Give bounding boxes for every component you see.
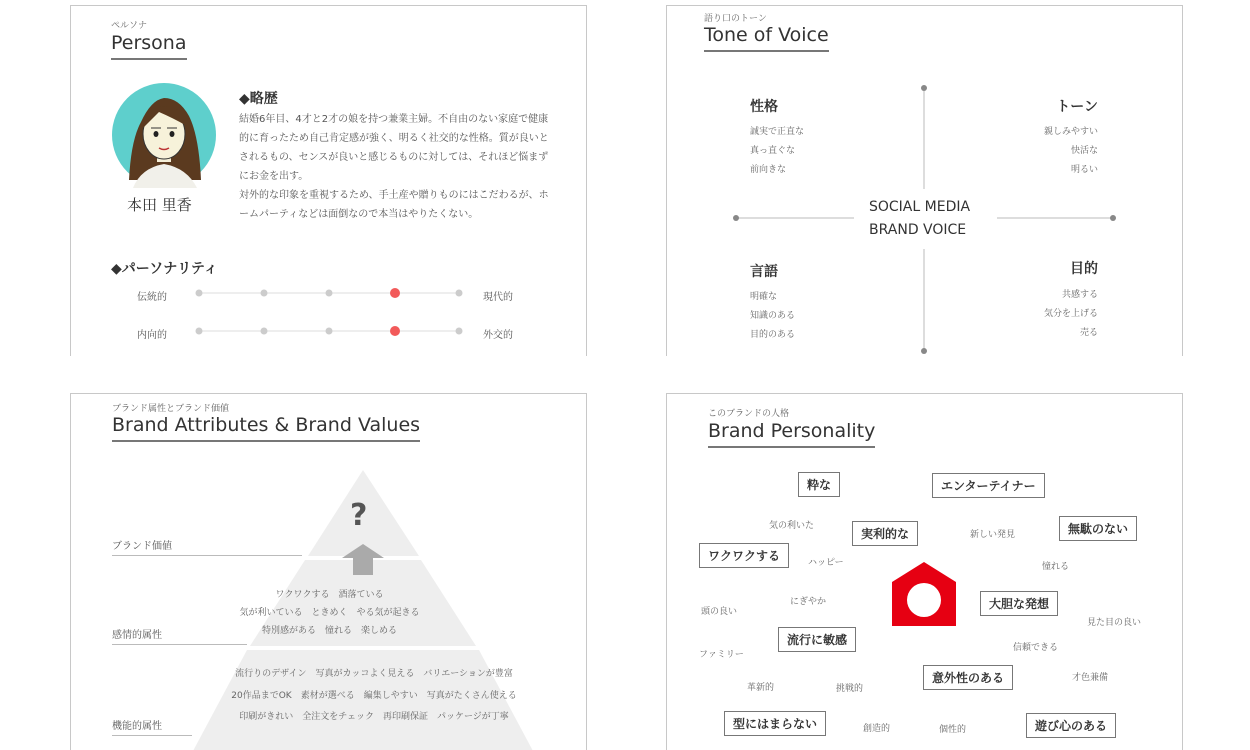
slider-traditional-modern	[195, 287, 465, 299]
slider-active-dot	[390, 288, 400, 298]
attributes-subtitle: ブランド属性とブランド価値	[112, 404, 230, 414]
trait-box: 流行に敏感	[778, 627, 856, 652]
slider-introvert-extrovert	[195, 325, 465, 337]
tone-title: Tone of Voice	[704, 24, 829, 52]
trait-text: 創造的	[863, 724, 891, 734]
attributes-title: Brand Attributes & Brand Values	[112, 414, 420, 442]
quadrant-tr-heading: トーン	[1056, 99, 1098, 115]
slider-dot	[456, 290, 463, 297]
persona-card	[70, 5, 587, 356]
functional-line: 流行りのデザイン 写真がカッコよく見える バリエーションが豊富	[235, 669, 513, 679]
history-heading: ◆略歴	[239, 91, 278, 107]
emotional-line: 気が利いている ときめく やる気が起きる	[239, 608, 420, 618]
quadrant-bl-item: 明確な	[750, 292, 778, 302]
persona-title: Persona	[111, 32, 187, 60]
trait-text: 革新的	[747, 683, 775, 693]
emotional-line: 特別感がある 憧れる 楽しめる	[261, 626, 397, 636]
quadrant-br-item: 売る	[1079, 328, 1098, 338]
trait-text: 気の利いた	[769, 521, 815, 531]
center-line-2: BRAND VOICE	[869, 222, 967, 238]
personality-heading: ◆パーソナリティ	[111, 261, 218, 277]
trait-text: ハッピー	[808, 558, 844, 568]
trait-box: 意外性のある	[923, 665, 1013, 690]
brand-value-label: ブランド価値	[112, 537, 302, 556]
quadrant-bl-item: 知識のある	[750, 311, 796, 321]
slider-1-right-label: 現代的	[483, 292, 513, 303]
trait-text: 憧れる	[1042, 562, 1070, 572]
trait-text: ファミリー	[699, 650, 744, 660]
history-text	[239, 110, 551, 224]
trait-text: 個性的	[939, 725, 967, 735]
attributes-card	[70, 393, 587, 750]
trait-text: 新しい発見	[970, 530, 1016, 540]
trait-text: 挑戦的	[836, 684, 864, 694]
quadrant-tr-item: 快活な	[1070, 146, 1098, 156]
quadrant-tr-item: 明るい	[1070, 165, 1098, 175]
functional-line: 20作品までOK 素材が選べる 編集しやすい 写真がたくさん使える	[231, 691, 517, 701]
trait-box: 実利的な	[852, 521, 918, 546]
quadrant-tl-item: 前向きな	[750, 165, 787, 175]
trait-text: 才色兼備	[1072, 673, 1109, 683]
quadrant-bl-item: 目的のある	[750, 330, 796, 340]
trait-box: 粋な	[798, 472, 840, 497]
slider-dot	[326, 328, 333, 335]
tone-card	[666, 5, 1183, 356]
persona-subtitle: ペルソナ	[111, 21, 148, 31]
slider-dot	[196, 290, 203, 297]
personality-title: Brand Personality	[708, 420, 875, 448]
trait-text: 見た目の良い	[1087, 618, 1142, 628]
trait-text: にぎやか	[790, 597, 827, 607]
emotional-line: ワクワクする 酒落ている	[275, 590, 384, 600]
quadrant-tl-heading: 性格	[750, 99, 778, 115]
history-paragraph-1: 結婚6年目、4才と2才の娘を持つ兼業主婦。不自由のない家庭で健康的に育ったため自己肯定感が強く、明るく社交的な性格。質が良いとされるもの、センスが良いと感じるものに対しては、それほど悩まずにお金を出す。	[239, 114, 549, 182]
brand-logo-icon	[891, 561, 957, 627]
functional-label: 機能的属性	[112, 717, 192, 736]
slider-2-left-label: 内向的	[137, 330, 167, 341]
trait-box: 無駄のない	[1059, 516, 1137, 541]
slider-active-dot	[390, 326, 400, 336]
trait-box: エンターテイナー	[932, 473, 1045, 498]
trait-text: 頭の良い	[701, 607, 738, 617]
functional-line: 印刷がきれい 全注文をチェック 再印刷保証 パッケージが丁寧	[239, 712, 509, 722]
history-paragraph-2: 対外的な印象を重視するため、手土産や贈りものにはこだわるが、ホームパーティなどは面倒なので本当はやりたくない。	[239, 190, 549, 220]
personality-subtitle: このブランドの人格	[708, 409, 790, 419]
quadrant-br-item: 共感する	[1061, 290, 1098, 300]
slider-2-right-label: 外交的	[483, 330, 513, 341]
quadrant-br-heading: 目的	[1070, 261, 1098, 277]
slider-dot	[261, 290, 268, 297]
trait-box: ワクワクする	[699, 543, 789, 568]
slider-dot	[196, 328, 203, 335]
trait-box: 型にはまらない	[724, 711, 826, 736]
trait-box: 遊び心のある	[1026, 713, 1116, 738]
personality-card	[666, 393, 1183, 750]
trait-text: 信頼できる	[1013, 643, 1059, 653]
emotional-label: 感情的属性	[112, 626, 247, 645]
quadrant-tr-item: 親しみやすい	[1043, 127, 1098, 137]
quadrant-tl-item: 誠実で正直な	[750, 127, 805, 137]
quadrant-tl-item: 真っ直ぐな	[750, 146, 796, 156]
trait-box: 大胆な発想	[980, 591, 1058, 616]
quadrant-bl-heading: 言語	[750, 264, 778, 280]
slider-dot	[326, 290, 333, 297]
tone-subtitle: 語り口のトーン	[704, 14, 767, 24]
quadrant-br-item: 気分を上げる	[1043, 309, 1098, 319]
question-mark: ?	[350, 498, 368, 533]
avatar	[111, 82, 217, 188]
slider-dot	[261, 328, 268, 335]
persona-name: 本田 里香	[127, 196, 192, 214]
center-line-1: SOCIAL MEDIA	[869, 199, 971, 215]
slider-1-left-label: 伝統的	[137, 292, 167, 303]
slider-dot	[456, 328, 463, 335]
